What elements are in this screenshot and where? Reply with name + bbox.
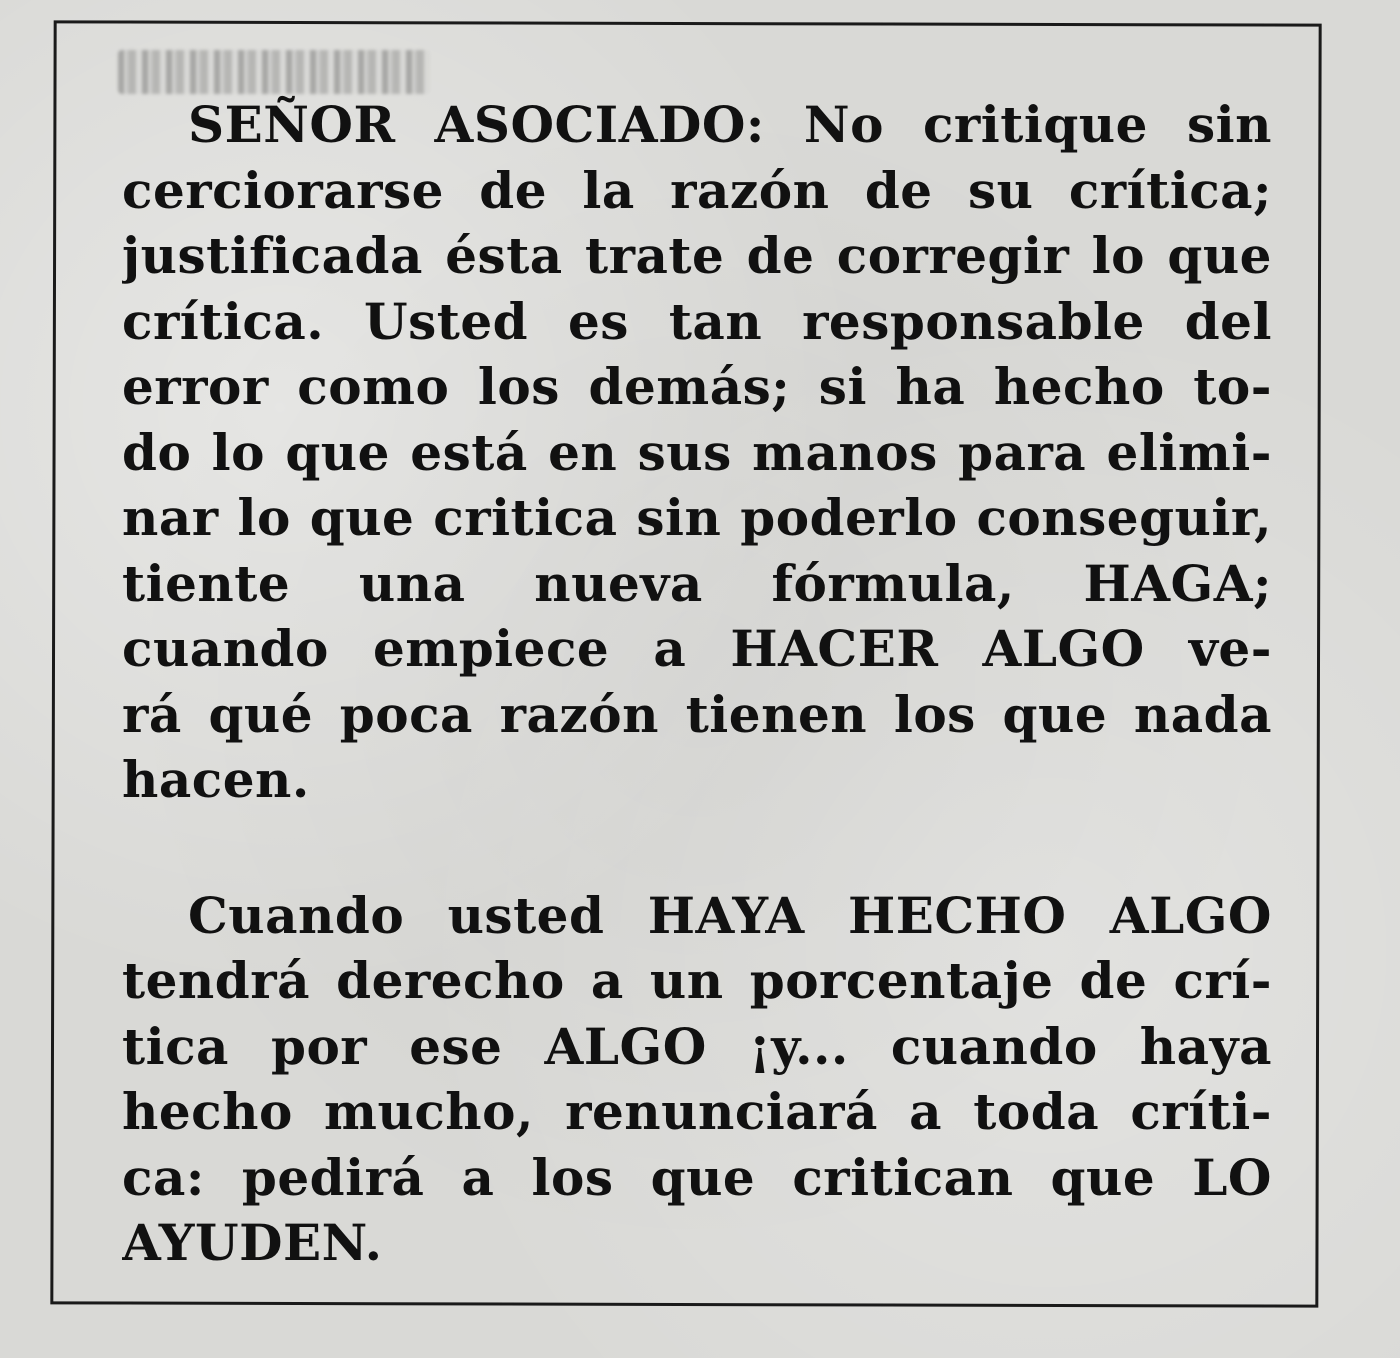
text-line: Cuando usted HAYA HECHO ALGO (188, 885, 1272, 945)
text-line: hacen. (122, 750, 310, 809)
notice-text (122, 92, 1272, 1276)
text-line: rá qué poca razón tienen los que nada (122, 684, 1272, 744)
text-line: AYUDEN. (122, 1213, 383, 1272)
text-line: crítica. Usted es tan responsable del (122, 291, 1272, 351)
text-line: nar lo que critica sin poderlo conseguir, (122, 488, 1272, 547)
text-line: SEÑOR ASOCIADO: No critique sin (188, 95, 1272, 154)
text-line: do lo que está en sus manos para elimi- (122, 422, 1272, 482)
text-line: justificada ésta trate de corregir lo que (122, 226, 1272, 285)
text-line: ca: pedirá a los que critican que LO (122, 1147, 1272, 1207)
text-line: cerciorarse de la razón de su crítica; (122, 160, 1272, 220)
paragraph-gap (122, 813, 1272, 883)
ink-smudge (118, 50, 430, 94)
text-line: cuando empiece a HACER ALGO ve- (122, 619, 1272, 678)
text-line: error como los demás; si ha hecho to- (122, 357, 1272, 416)
text-line: tendrá derecho a un porcentaje de crí- (122, 951, 1272, 1010)
text-line: tica por ese ALGO ¡y... cuando haya (122, 1016, 1272, 1076)
text-line: hecho mucho, renunciará a toda críti- (122, 1082, 1272, 1141)
paragraph-2 (122, 883, 1272, 1276)
paragraph-1 (122, 92, 1272, 813)
text-line: tiente una nueva fórmula, HAGA; (122, 553, 1272, 613)
